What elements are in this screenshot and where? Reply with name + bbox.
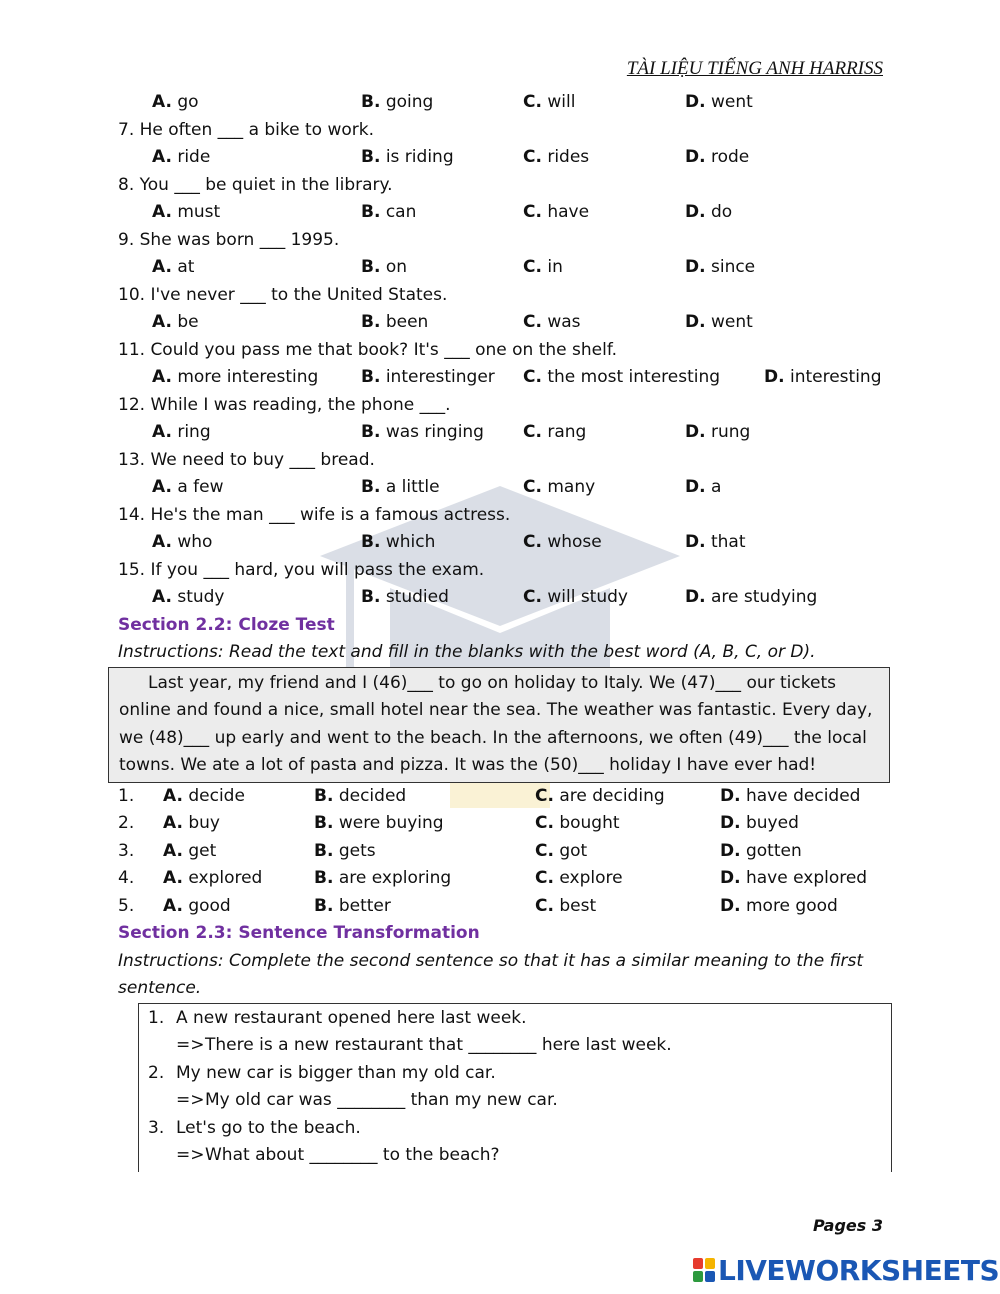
- option-a: A. explored: [163, 868, 263, 888]
- transform-item-2-rewrite: [139, 1087, 891, 1115]
- option-b: B. can: [361, 202, 417, 222]
- option-a: A. good: [163, 895, 231, 916]
- cloze-item-2: [118, 810, 888, 838]
- logo-text: LIVEWORKSHEETS: [718, 1253, 1000, 1287]
- option-a: A. more interesting: [152, 367, 319, 387]
- question-15-options: [118, 584, 888, 612]
- option-d: D. interesting: [764, 367, 882, 387]
- option-b: B. studied: [361, 587, 449, 607]
- item-number: 5.: [118, 895, 135, 916]
- document-header: TÀI LIỆU TIẾNG ANH HARRISS: [626, 58, 883, 79]
- item-number: 1.: [118, 785, 135, 806]
- question-8-options: [118, 199, 888, 227]
- rewrite-sentence: =>What about ________ to the beach?: [176, 1142, 500, 1170]
- option-d: D. went: [685, 312, 753, 332]
- option-a: A. buy: [163, 813, 220, 833]
- option-b: B. interestinger: [361, 367, 495, 387]
- transform-item-3-rewrite: [139, 1142, 891, 1170]
- option-d: D. have decided: [720, 785, 861, 806]
- option-c: C. explore: [535, 868, 623, 888]
- cloze-item-5: [118, 893, 888, 921]
- option-d: D. rung: [685, 422, 751, 442]
- cloze-instructions: Instructions: Read the text and fill in the blanks with the best word (A, B, C, or D).: [118, 642, 816, 662]
- transform-item-1: [139, 1005, 891, 1033]
- arrow-label: =>: [176, 1090, 205, 1110]
- option-c: C. got: [535, 840, 588, 861]
- option-d: D. went: [685, 92, 753, 112]
- option-c: C. was: [523, 312, 581, 332]
- option-d: D. since: [685, 257, 756, 277]
- option-c: C. will: [523, 92, 576, 112]
- option-c: C. many: [523, 477, 596, 497]
- option-d: D. have explored: [720, 868, 868, 888]
- item-number: 3.: [118, 840, 135, 861]
- option-c: C. best: [535, 895, 597, 916]
- cloze-item-4: [118, 865, 888, 893]
- option-b: B. a little: [361, 477, 440, 497]
- option-b: B. are exploring: [314, 868, 452, 888]
- option-a: A. get: [163, 840, 217, 861]
- option-b: B. going: [361, 92, 434, 112]
- option-a: A. decide: [163, 785, 245, 806]
- option-c: C. bought: [535, 813, 620, 833]
- option-c: C. rang: [523, 422, 587, 442]
- arrow-label: =>: [176, 1145, 205, 1165]
- liveworksheets-logo: [693, 1255, 999, 1285]
- option-c: C. have: [523, 202, 590, 222]
- option-a: A. be: [152, 312, 199, 332]
- option-c: C. the most interesting: [523, 367, 721, 387]
- option-d: D. are studying: [685, 587, 818, 607]
- original-sentence: My new car is bigger than my old car.: [176, 1062, 496, 1083]
- option-a: A. who: [152, 532, 213, 552]
- cloze-passage-box: [108, 667, 890, 783]
- option-d: D. more good: [720, 895, 838, 916]
- option-a: A. a few: [152, 477, 224, 497]
- question-12: 12. While I was reading, the phone ___.: [118, 394, 451, 415]
- transform-instructions: Instructions: Complete the second sentence so that it has a similar meaning to the first sentence.: [118, 950, 864, 998]
- question-11-options: [118, 364, 888, 392]
- question-10-options: [118, 309, 888, 337]
- option-b: B. was ringing: [361, 422, 484, 442]
- option-d: D. rode: [685, 147, 750, 167]
- item-number: 4.: [118, 868, 135, 888]
- transform-item-1-rewrite: [139, 1032, 891, 1060]
- item-number: 2.: [118, 813, 135, 833]
- cloze-passage: Last year, my friend and I (46)___ to go on holiday to Italy. We (47)___ our tickets online and found a nice, small hotel near the sea. The weather was fantastic. Every day, we (48)___ up early and went to the beach. In the afternoons, we often (49)___ the local towns. We ate a lot of pasta and pizza. It was the (50)___ holiday I have ever had!: [119, 672, 873, 775]
- item-number: 2.: [148, 1062, 165, 1083]
- cloze-item-1: [118, 783, 888, 811]
- option-b: B. decided: [314, 785, 407, 806]
- option-d: D. a: [685, 477, 722, 497]
- option-b: B. on: [361, 257, 408, 277]
- option-b: B. better: [314, 895, 391, 916]
- option-a: A. ride: [152, 147, 211, 167]
- option-a: A. must: [152, 202, 221, 222]
- option-a: A. ring: [152, 422, 211, 442]
- option-c: C. rides: [523, 147, 590, 167]
- item-number: 1.: [148, 1007, 165, 1028]
- original-sentence: Let's go to the beach.: [176, 1117, 361, 1138]
- cloze-item-3: [118, 838, 888, 866]
- option-b: B. is riding: [361, 147, 454, 167]
- option-d: D. that: [685, 532, 746, 552]
- rewrite-sentence: =>My old car was ________ than my new car.: [176, 1087, 558, 1115]
- question-15: 15. If you ___ hard, you will pass the exam.: [118, 559, 485, 580]
- question-13-options: [118, 474, 888, 502]
- option-d: D. gotten: [720, 840, 802, 861]
- question-9: 9. She was born ___ 1995.: [118, 229, 340, 250]
- question-10: 10. I've never ___ to the United States.: [118, 284, 448, 305]
- page-number: Pages 3: [812, 1216, 883, 1235]
- option-d: D. buyed: [720, 813, 799, 833]
- transform-item-3: [139, 1115, 891, 1143]
- option-b: B. which: [361, 532, 436, 552]
- option-a: A. at: [152, 257, 195, 277]
- question-12-options: [118, 419, 888, 447]
- arrow-label: =>: [176, 1035, 205, 1055]
- liveworksheets-logo-icon: [693, 1258, 715, 1282]
- question-11: 11. Could you pass me that book? It's ___ one on the shelf.: [118, 339, 617, 360]
- option-b: B. gets: [314, 840, 376, 861]
- original-sentence: A new restaurant opened here last week.: [176, 1007, 527, 1028]
- rewrite-sentence: =>There is a new restaurant that ________ here last week.: [176, 1032, 672, 1060]
- option-a: A. study: [152, 587, 225, 607]
- section-2-2-title: Section 2.2: Cloze Test: [118, 614, 335, 635]
- option-c: C. are deciding: [535, 785, 665, 806]
- question-7: 7. He often ___ a bike to work.: [118, 119, 375, 140]
- option-b: B. been: [361, 312, 429, 332]
- option-a: A. go: [152, 92, 199, 112]
- option-d: D. do: [685, 202, 733, 222]
- option-b: B. were buying: [314, 813, 444, 833]
- option-c: C. will study: [523, 587, 628, 607]
- item-number: 3.: [148, 1117, 165, 1138]
- question-8: 8. You ___ be quiet in the library.: [118, 174, 393, 195]
- worksheet-content: [118, 89, 888, 1172]
- question-14: 14. He's the man ___ wife is a famous actress.: [118, 504, 511, 525]
- question-14-options: [118, 529, 888, 557]
- question-7-options: [118, 144, 888, 172]
- section-2-3-title: Section 2.3: Sentence Transformation: [118, 923, 480, 943]
- question-6-options: [118, 89, 888, 117]
- option-c: C. whose: [523, 532, 602, 552]
- question-13: 13. We need to buy ___ bread.: [118, 449, 375, 470]
- question-9-options: [118, 254, 888, 282]
- transform-item-2: [139, 1060, 891, 1088]
- transformation-box: [138, 1003, 892, 1172]
- option-c: C. in: [523, 257, 563, 277]
